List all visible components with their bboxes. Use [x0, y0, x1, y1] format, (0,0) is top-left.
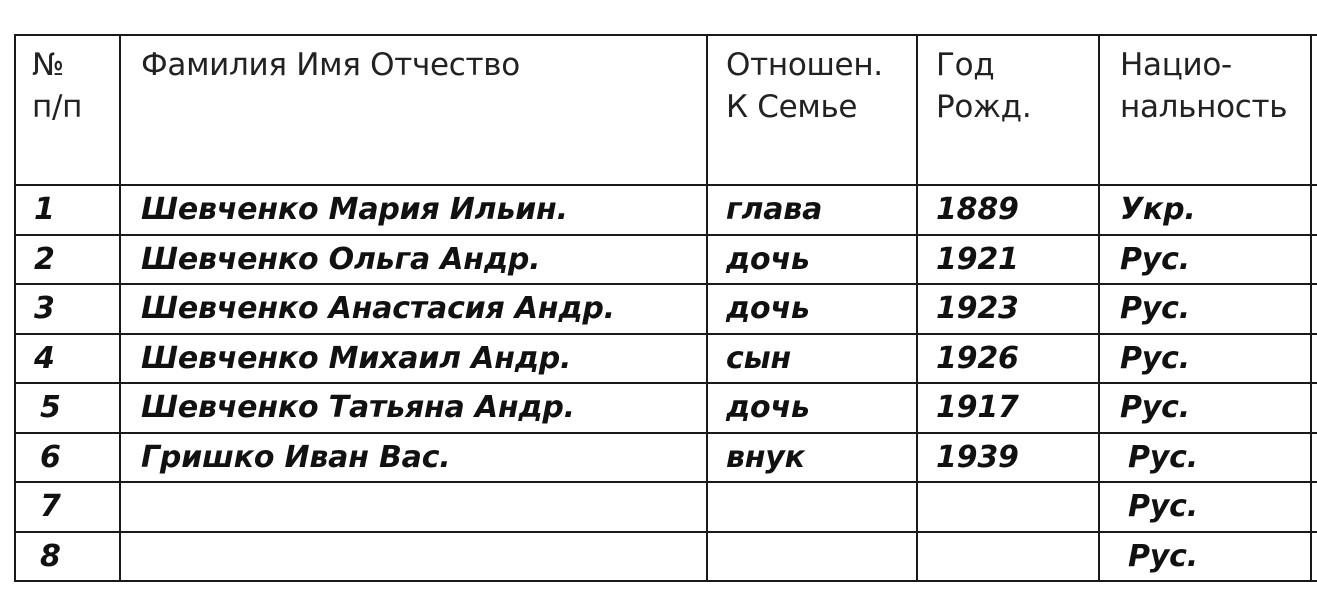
table-row — [15, 433, 1317, 483]
cell-birth-year — [917, 482, 1099, 532]
cell-name: Гришко Иван Вас. — [120, 433, 707, 483]
cell-birth-year: 1921 — [917, 235, 1099, 285]
cell-nationality: Рус. — [1099, 433, 1311, 483]
cell-relation: дочь — [707, 235, 917, 285]
table-row — [15, 185, 1317, 235]
cell-number: 7 — [15, 482, 120, 532]
cell-name — [120, 482, 707, 532]
cell-number: 8 — [15, 532, 120, 582]
cell-name: Шевченко Михаил Андр. — [120, 334, 707, 384]
header-birth-year — [917, 35, 1099, 185]
cell-relation: сын — [707, 334, 917, 384]
table-header-row — [15, 35, 1317, 185]
header-number — [15, 35, 120, 185]
cell-birth-year: 1939 — [917, 433, 1099, 483]
header-nationality-label: Нацио- нальность — [1120, 47, 1288, 125]
cell-number: 6 — [15, 433, 120, 483]
header-nationality — [1099, 35, 1311, 185]
cell-cropped — [1311, 235, 1317, 285]
cell-birth-year — [917, 532, 1099, 582]
cell-cropped — [1311, 433, 1317, 483]
header-relation-label: Отношен. К Семье — [726, 47, 883, 125]
table-row — [15, 284, 1317, 334]
cell-cropped — [1311, 532, 1317, 582]
cell-number: 1 — [15, 185, 120, 235]
cell-cropped — [1311, 185, 1317, 235]
header-number-label: № п/п — [32, 47, 83, 125]
cell-name: Шевченко Анастасия Андр. — [120, 284, 707, 334]
cell-nationality: Рус. — [1099, 334, 1311, 384]
cell-name — [120, 532, 707, 582]
table-row — [15, 532, 1317, 582]
family-table — [14, 34, 1317, 582]
cell-name: Шевченко Ольга Андр. — [120, 235, 707, 285]
table-row — [15, 482, 1317, 532]
cell-cropped — [1311, 284, 1317, 334]
cell-cropped — [1311, 482, 1317, 532]
cell-relation: внук — [707, 433, 917, 483]
cell-number: 3 — [15, 284, 120, 334]
table-row — [15, 334, 1317, 384]
cell-name: Шевченко Татьяна Андр. — [120, 383, 707, 433]
cell-cropped — [1311, 383, 1317, 433]
cell-nationality: Укр. — [1099, 185, 1311, 235]
cell-relation — [707, 482, 917, 532]
cell-number: 5 — [15, 383, 120, 433]
header-full-name-label: Фамилия Имя Отчество — [141, 47, 520, 83]
table-row — [15, 383, 1317, 433]
header-birth-year-label: Год Рожд. — [936, 47, 1032, 125]
cell-number: 2 — [15, 235, 120, 285]
cell-nationality: Рус. — [1099, 235, 1311, 285]
cell-relation: глава — [707, 185, 917, 235]
cell-nationality: Рус. — [1099, 482, 1311, 532]
cell-cropped — [1311, 334, 1317, 384]
cell-nationality: Рус. — [1099, 383, 1311, 433]
cell-relation: дочь — [707, 383, 917, 433]
cell-birth-year: 1926 — [917, 334, 1099, 384]
cell-birth-year: 1917 — [917, 383, 1099, 433]
cell-relation: дочь — [707, 284, 917, 334]
cell-relation — [707, 532, 917, 582]
table-row — [15, 235, 1317, 285]
cell-birth-year: 1923 — [917, 284, 1099, 334]
cell-nationality: Рус. — [1099, 532, 1311, 582]
header-full-name — [120, 35, 707, 185]
header-relation — [707, 35, 917, 185]
cell-number: 4 — [15, 334, 120, 384]
cell-birth-year: 1889 — [917, 185, 1099, 235]
header-cropped-column — [1311, 35, 1317, 185]
cell-nationality: Рус. — [1099, 284, 1311, 334]
cell-name: Шевченко Мария Ильин. — [120, 185, 707, 235]
